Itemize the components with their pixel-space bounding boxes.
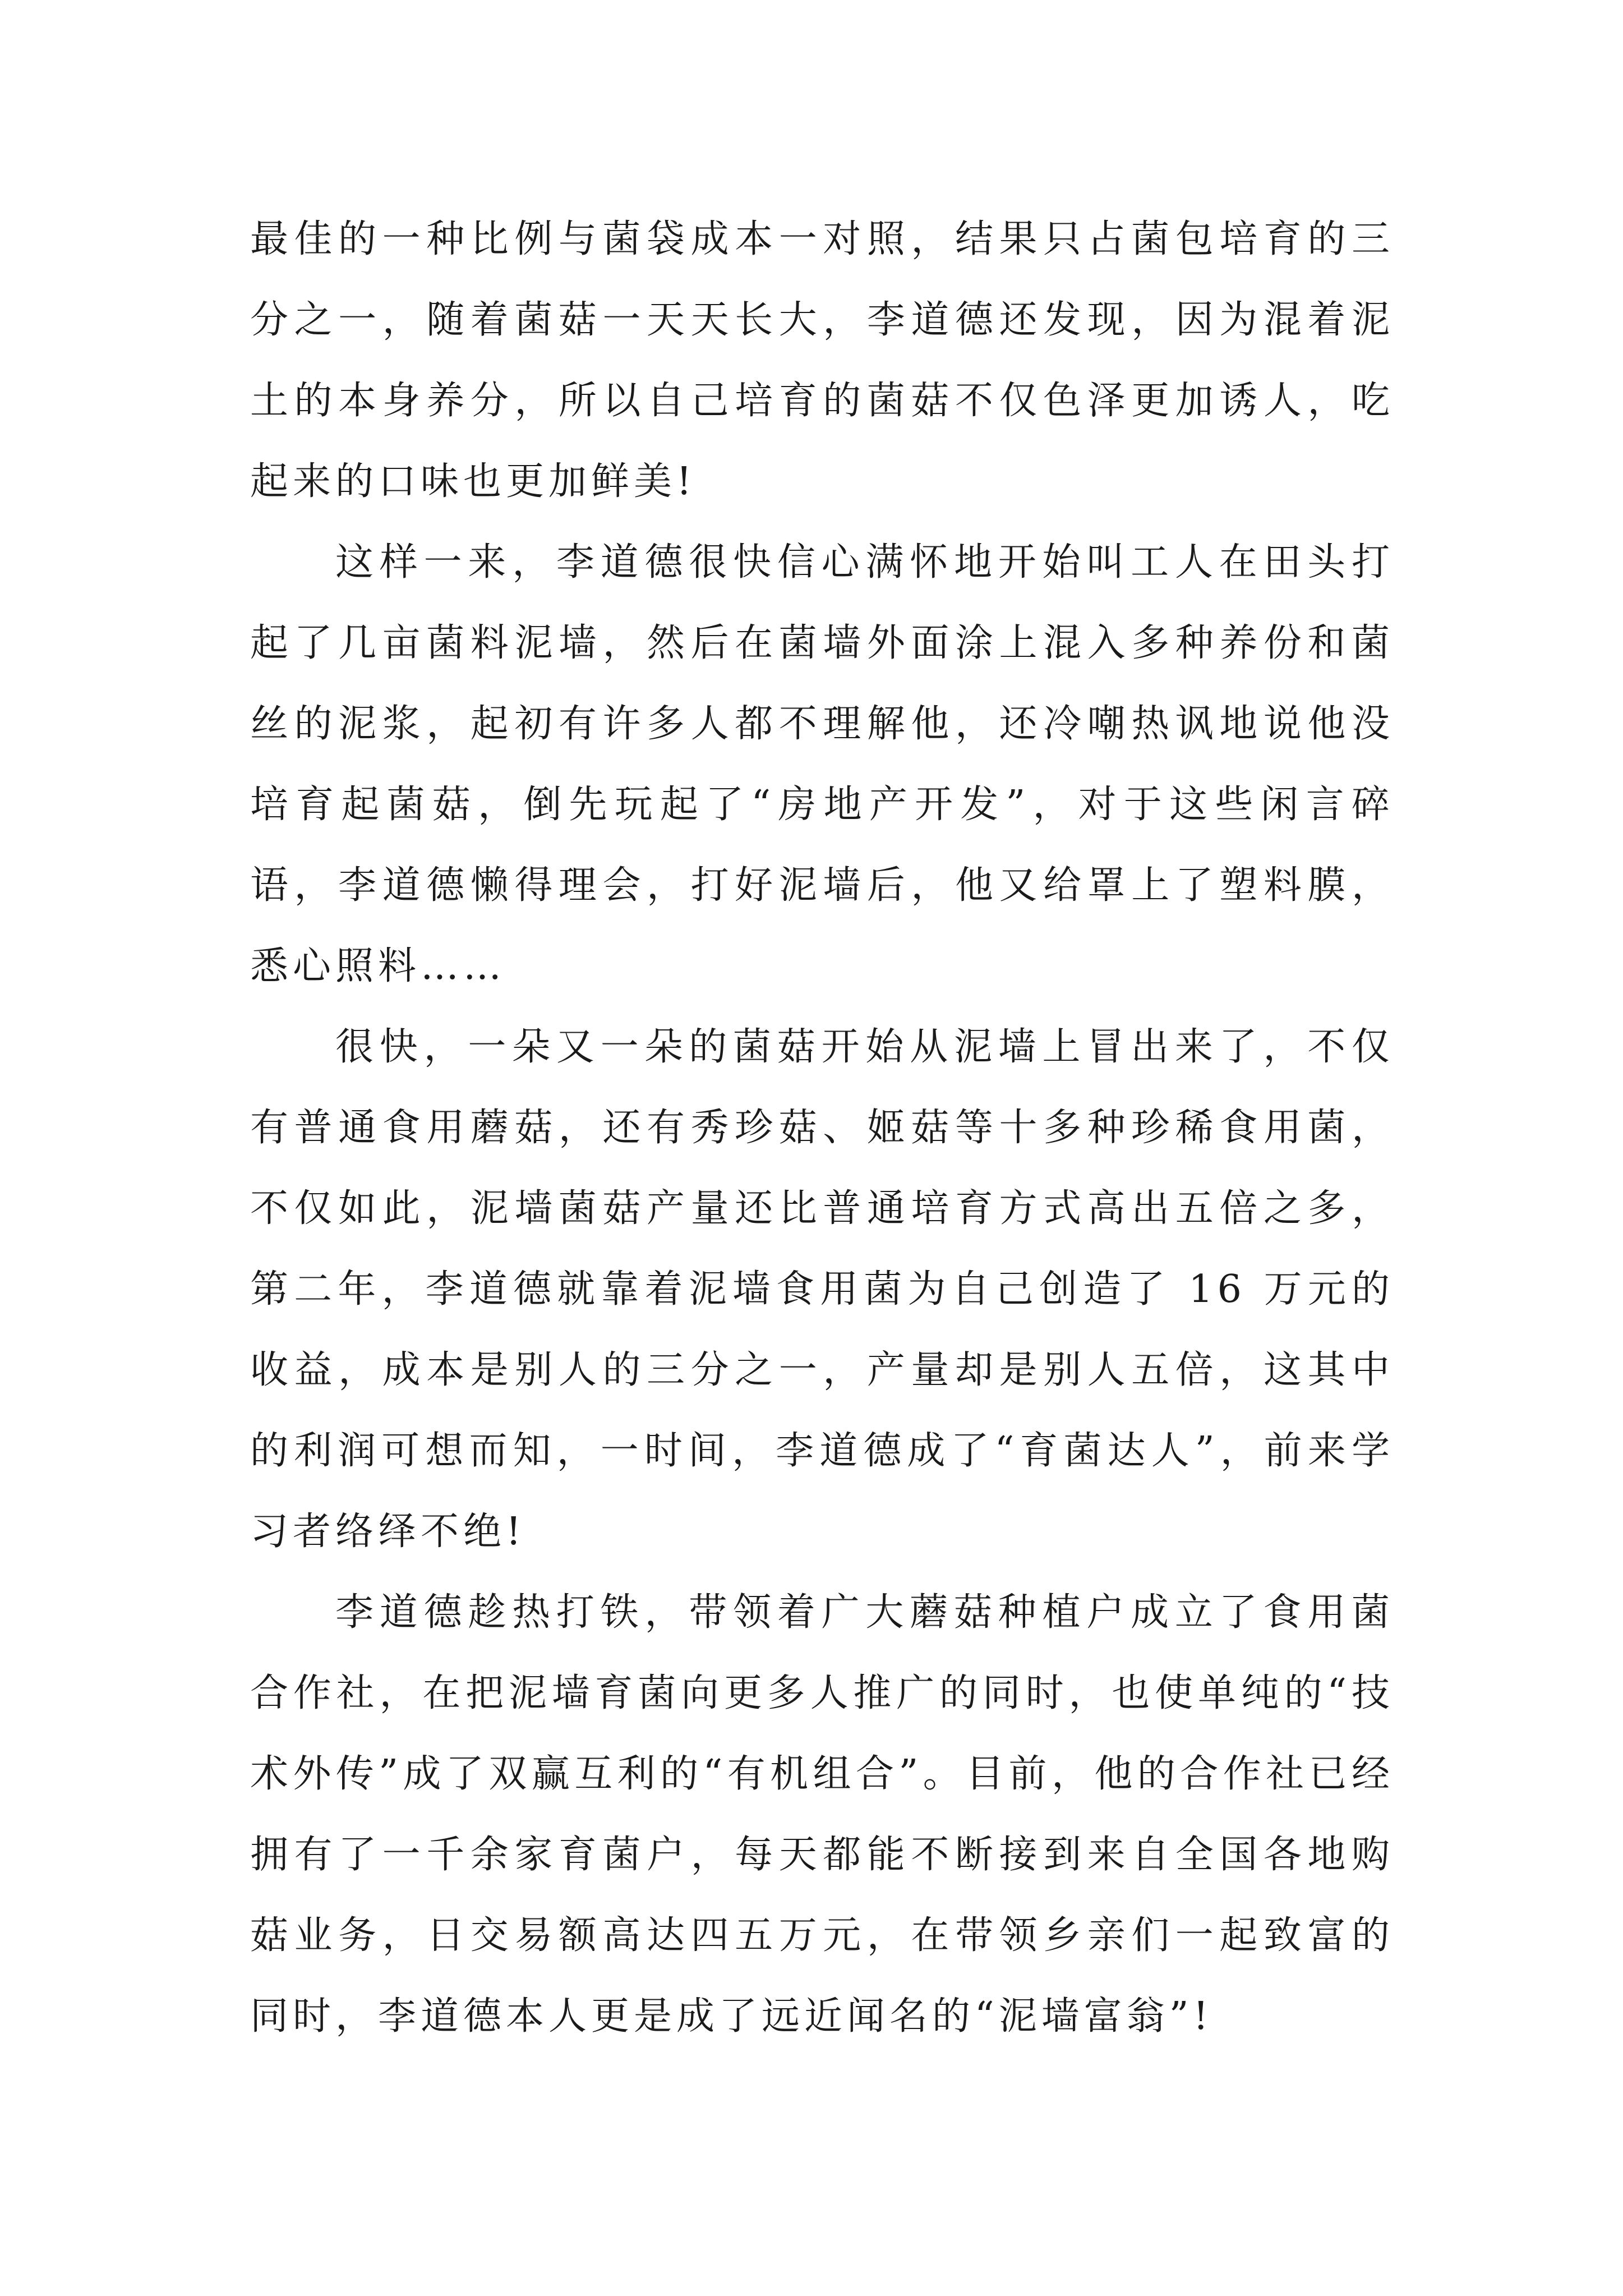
article-body — [250, 199, 1394, 2057]
paragraph-3: 很快，一朵又一朵的菌菇开始从泥墙上冒出来了，不仅有普通食用蘑菇，还有秀珍菇、姬菇等十多种珍稀食用菌，不仅如此，泥墙菌菇产量还比普通培育方式高出五倍之多，第二年，李道德就靠着泥墙食用菌为自己创造了 16 万元的收益，成本是别人的三分之一，产量却是别人五倍，这其中的利润可想而知，一时间，李道德成了“育菌达人”，前来学习者络绎不绝! — [250, 1025, 1394, 1554]
paragraph-1: 最佳的一种比例与菌袋成本一对照，结果只占菌包培育的三分之一，随着菌菇一天天长大，李道德还发现，因为混着泥土的本身养分，所以自己培育的菌菇不仅色泽更加诱人，吃起来的口味也更加鲜美! — [250, 217, 1394, 504]
paragraph-2: 这样一来，李道德很快信心满怀地开始叫工人在田头打起了几亩菌料泥墙，然后在菌墙外面涂上混入多种养份和菌丝的泥浆，起初有许多人都不理解他，还冷嘲热讽地说他没培育起菌菇，倒先玩起了“房地产开发”，对于这些闲言碎语，李道德懒得理会，打好泥墙后，他又给罩上了塑料膜，悉心照料…… — [250, 540, 1394, 988]
paragraph-4: 李道德趁热打铁，带领着广大蘑菇种植户成立了食用菌合作社，在把泥墙育菌向更多人推广的同时，也使单纯的“技术外传”成了双赢互利的“有机组合”。目前，他的合作社已经拥有了一千余家育菌户，每天都能不断接到来自全国各地购菇业务，日交易额高达四五万元，在带领乡亲们一起致富的同时，李道德本人更是成了远近闻名的“泥墙富翁”! — [250, 1590, 1394, 2039]
